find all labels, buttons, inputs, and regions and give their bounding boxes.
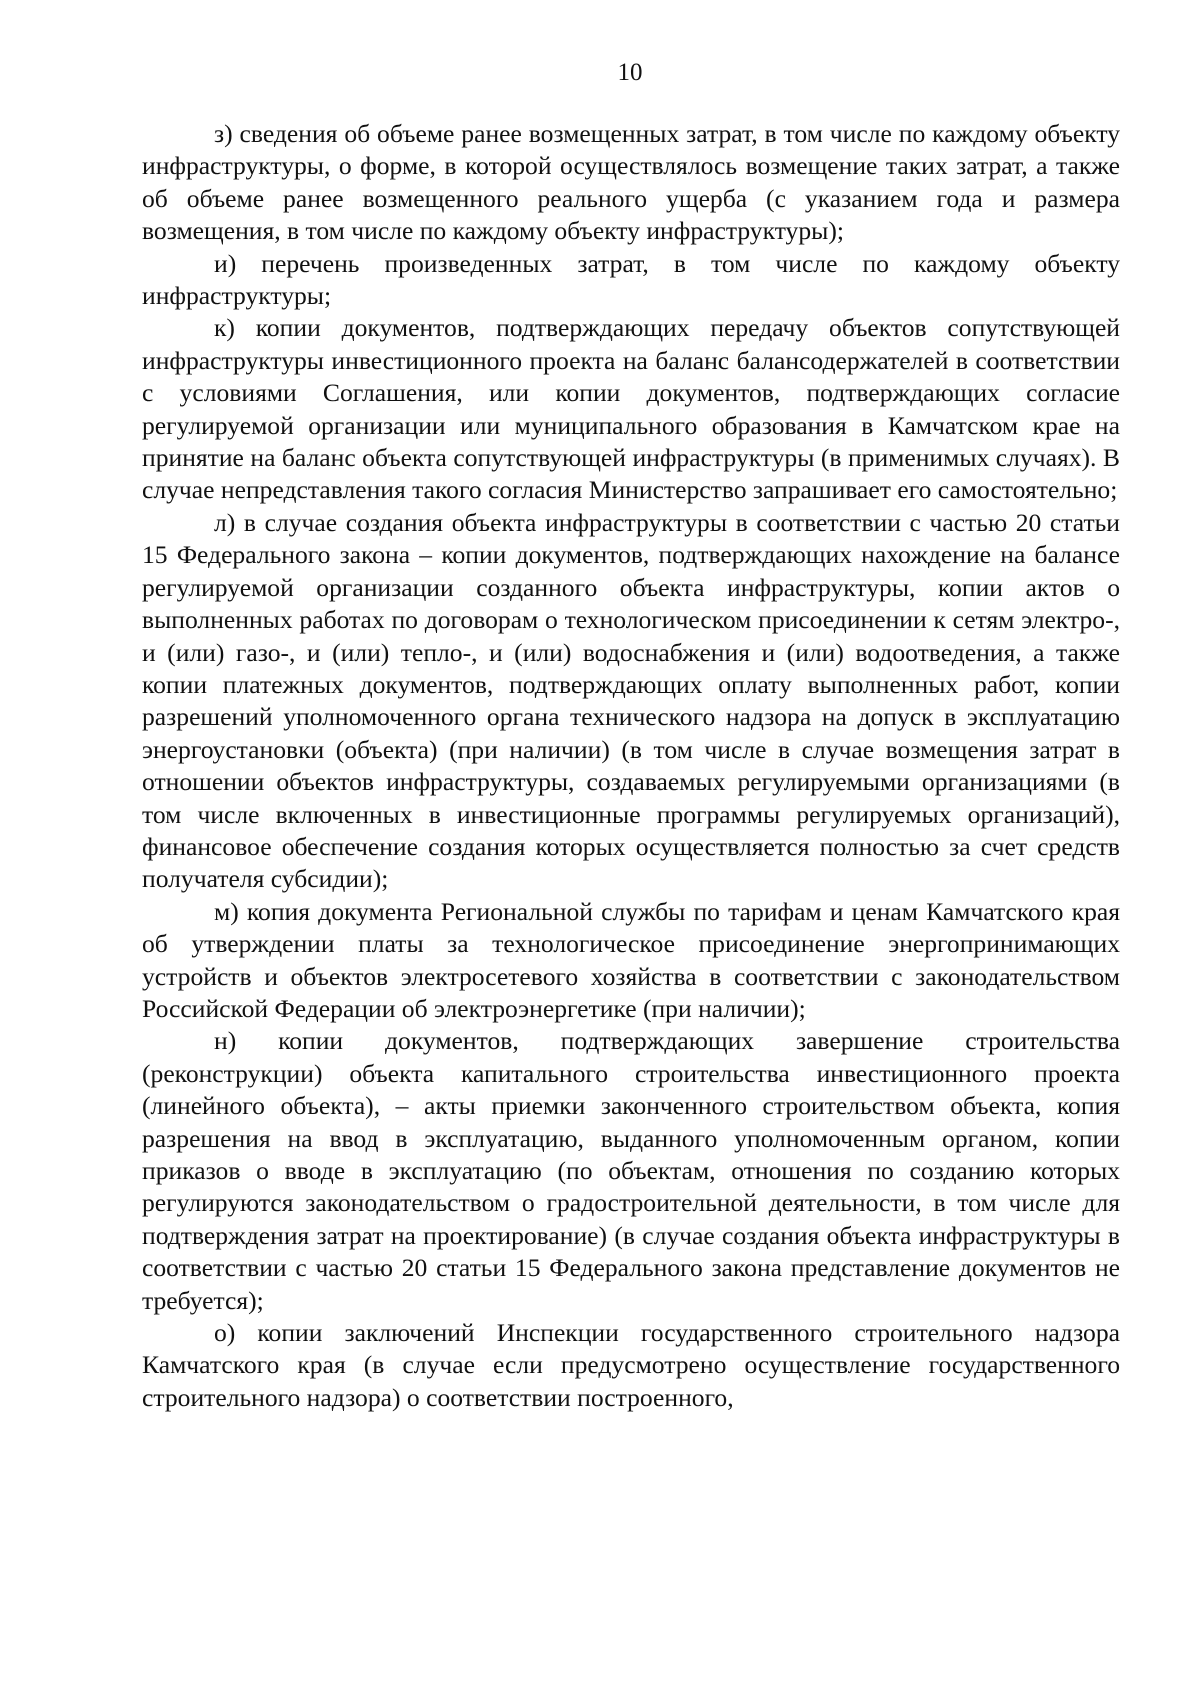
document-body — [142, 118, 1120, 1414]
paragraph-k: к) копии документов, подтверждающих передачу объектов сопутствующей инфраструктуры инвестиционного проекта на баланс балансодержателей в соответствии с условиями Соглашения, или копии документов, подтверждающих согласие регулируемой организации или муниципального образования в Камчатском крае на принятие на баланс объекта сопутствующей инфраструктуры (в применимых случаях). В случае непредставления такого согласия Министерство запрашивает его самостоятельно; — [142, 313, 1120, 505]
page-number: 10 — [617, 59, 643, 86]
paragraph-l: л) в случае создания объекта инфраструктуры в соответствии с частью 20 статьи 15 Федерального закона – копии документов, подтверждающих нахождение на балансе регулируемой организации созданного объекта инфраструктуры, копии актов о выполненных работах по договорам о технологическом присоединении к сетям электро-, и (или) газо-, и (или) тепло-, и (или) водоснабжения и (или) водоотведения, а также копии платежных документов, подтверждающих оплату выполненных работ, копии разрешений уполномоченного органа технического надзора на допуск в эксплуатацию энергоустановки (объекта) (при наличии) (в том числе в случае возмещения затрат в отношении объектов инфраструктуры, создаваемых регулируемыми организациями (в том числе включенных в инвестиционные программы регулируемых организаций), финансовое обеспечение создания которых осуществляется полностью за счет средств получателя субсидии); — [142, 507, 1120, 894]
paragraph-n: н) копии документов, подтверждающих завершение строительства (реконструкции) объекта капитального строительства инвестиционного проекта (линейного объекта), – акты приемки законченного строительством объекта, копия разрешения на ввод в эксплуатацию, выданного уполномоченным органом, копии приказов о вводе в эксплуатацию (по объектам, отношения по созданию которых регулируются законодательством о градостроительной деятельности, в том числе для подтверждения затрат на проектирование) (в случае создания объекта инфраструктуры в соответствии с частью 20 статьи 15 Федерального закона представление документов не требуется); — [142, 1026, 1120, 1315]
paragraph-m: м) копия документа Региональной службы по тарифам и ценам Камчатского края об утверждении платы за технологическое присоединение энергопринимающих устройств и объектов электросетевого хозяйства в соответствии с законодательством Российской Федерации об электроэнергетике (при наличии); — [142, 896, 1120, 1023]
paragraph-o: о) копии заключений Инспекции государственного строительного надзора Камчатского края (в случае если предусмотрено осуществление государственного строительного надзора) о соответствии построенного, — [142, 1318, 1120, 1412]
paragraph-i: и) перечень произведенных затрат, в том числе по каждому объекту инфраструктуры; — [142, 248, 1120, 311]
paragraph-z: з) сведения об объеме ранее возмещенных затрат, в том числе по каждому объекту инфраструктуры, о форме, в которой осуществлялось возмещение таких затрат, а также об объеме ранее возмещенного реального ущерба (с указанием года и размера возмещения, в том числе по каждому объекту инфраструктуры); — [142, 119, 1120, 246]
